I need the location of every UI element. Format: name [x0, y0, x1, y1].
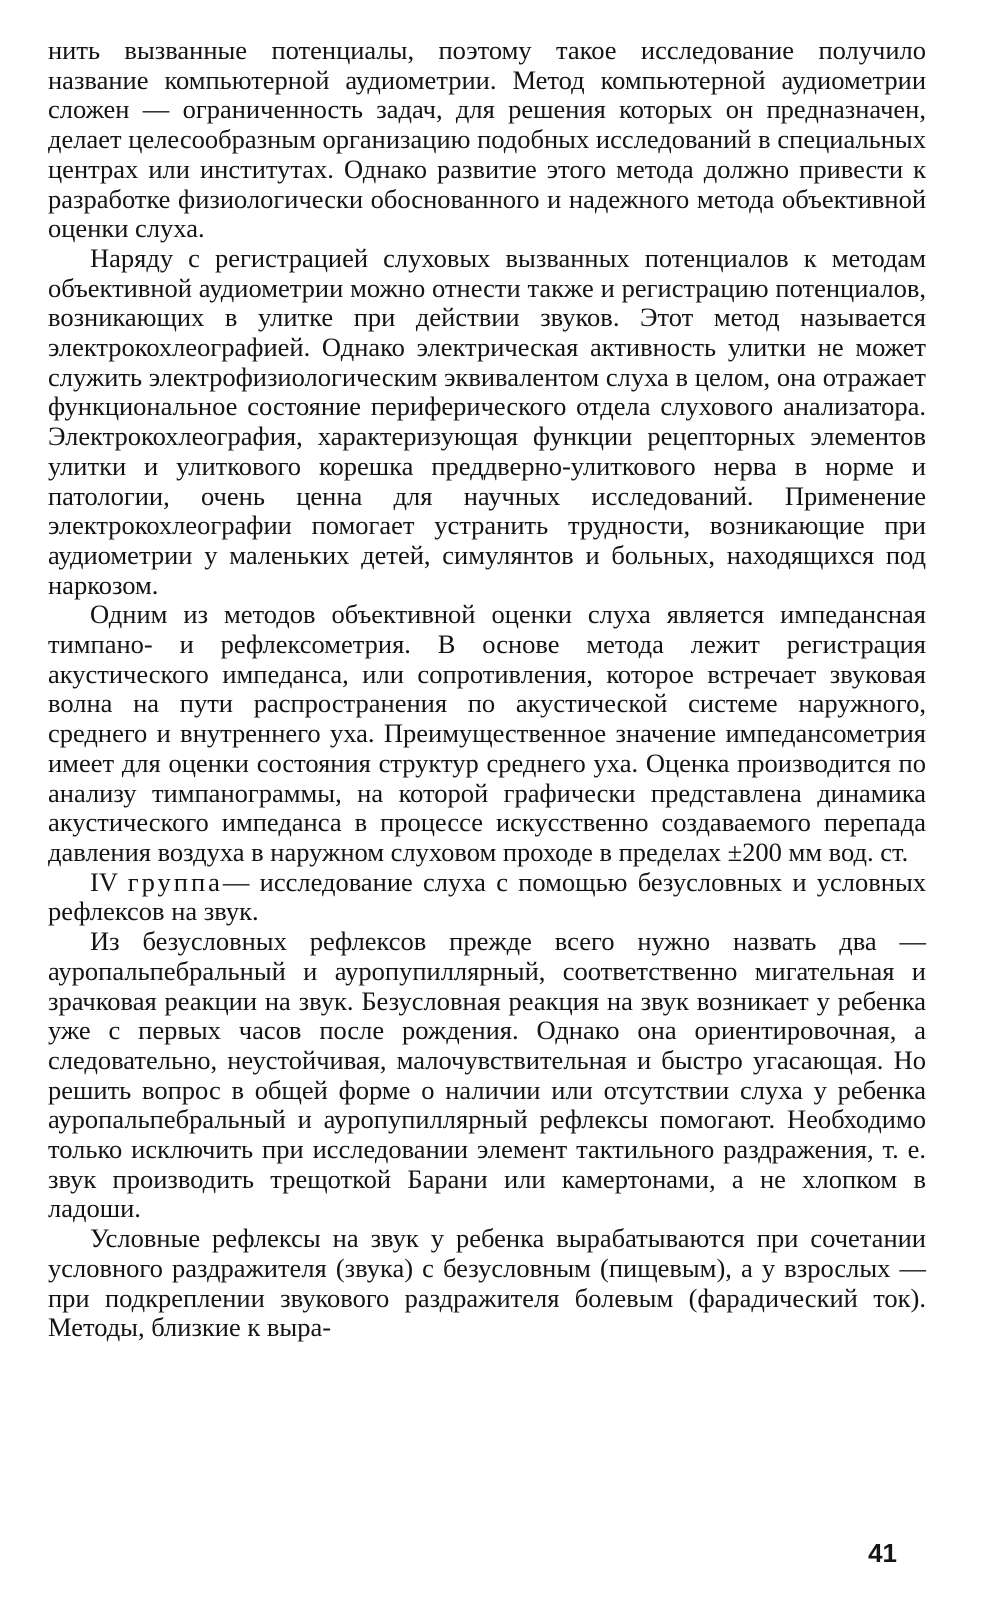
group-word: группа — [127, 866, 223, 897]
paragraph-continuation: нить вызванные потенциалы, поэтому такое исследование получило название компьютерной аудиометрии. Метод компьютерной аудиометрии сложен — ограниченность задач, для решения которых он предназначен, делает целесообразным организацию подобных исследований в специальных центрах или институтах. Однако развитие этого метода должно привести к разработке физиологически обоснованного и надежного метода объективной оценки слуха. — [48, 35, 926, 244]
paragraph-conditioned-reflexes: Условные рефлексы на звук у ребенка вырабатываются при сочетании условного раздражителя (звука) с безусловным (пищевым), а у взрослых — при подкреплении звукового раздражителя болевым (фарадический ток). Методы, близкие к выра- — [48, 1223, 926, 1343]
body-text — [48, 36, 926, 1343]
page-number: 41 — [868, 1538, 897, 1568]
group-number: IV — [90, 866, 118, 897]
group-description: — исследование слуха с помощью безусловных и условных рефлексов на звук. — [48, 866, 927, 927]
paragraph-unconditioned-reflexes: Из безусловных рефлексов прежде всего нужно назвать два — ауропальпебральный и ауропупиллярный, соответственно мигательная и зрачковая реакции на звук. Безусловная реакция на звук возникает у ребенка уже с первых часов после рождения. Однако она ориентировочная, а следовательно, неустойчивая, малочувствительная и быстро угасающая. Но решить вопрос в общей форме о наличии или отсутствии слуха у ребенка ауропальпебральный и ауропупиллярный рефлексы помогают. Необходимо только исключить при исследовании элемент тактильного раздражения, т. е. звук производить трещоткой Барани или камертонами, а не хлопком в ладоши. — [48, 926, 926, 1224]
paragraph-electrocochleography: Наряду с регистрацией слуховых вызванных потенциалов к методам объективной аудиометрии можно отнести также и регистрацию потенциалов, возникающих в улитке при действии звуков. Этот метод называется электрокохлеографией. Однако электрическая активность улитки не может служить электрофизиологическим эквивалентом слуха в целом, она отражает функциональное состояние периферического отдела слухового анализатора. Электрокохлеография, характеризующая функции рецепторных элементов улитки и улиткового корешка преддверно-улиткового нерва в норме и патологии, очень ценна для научных исследований. Применение электрокохлеографии помогает устранить трудности, возникающие при аудиометрии у маленьких детей, симулянтов и больных, находящихся под наркозом. — [48, 242, 926, 600]
paragraph-impedance: Одним из методов объективной оценки слуха является импедансная тимпано- и рефлексометрия. В основе метода лежит регистрация акустического импеданса, или сопротивления, которое встречает звуковая волна на пути распространения по акустической системе наружного, среднего и внутреннего уха. Преимущественное значение импедансометрия имеет для оценки состояния структур среднего уха. Оценка производится по анализу тимпанограммы, на которой графически представлена динамика акустического импеданса в процессе искусственно создаваемого перепада давления воздуха в наружном слуховом проходе в пределах ±200 мм вод. ст. — [48, 599, 926, 867]
group-heading — [48, 868, 926, 927]
